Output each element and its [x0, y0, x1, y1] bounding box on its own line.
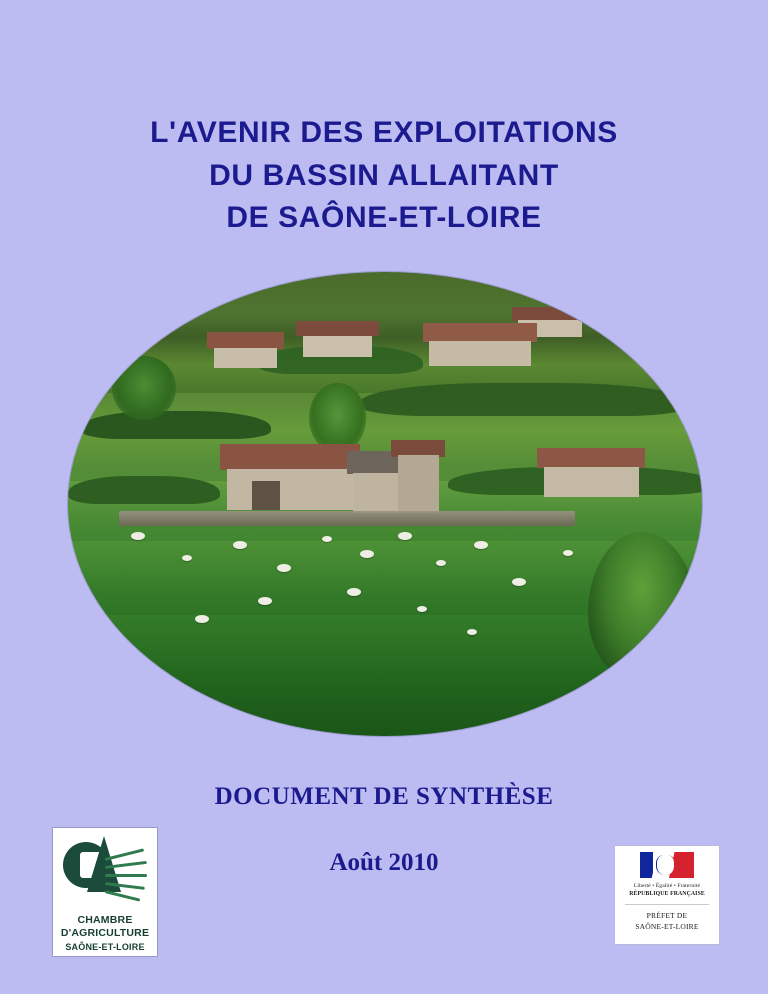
prefecture-label: [615, 911, 719, 933]
title-line-2: DU BASSIN ALLAITANT: [209, 158, 559, 192]
prefecture-logo: [614, 845, 720, 945]
village-building-roof: [296, 321, 378, 337]
wheat-blade: [105, 874, 147, 877]
wheat-blade: [105, 890, 141, 902]
chambre-agriculture-logo: [52, 827, 158, 957]
marianne-profile: [656, 855, 675, 875]
farm-barn-roof: [220, 444, 359, 470]
sheep: [474, 541, 488, 549]
prefet-line-2: SAÔNE-ET-LOIRE: [635, 921, 699, 931]
village-building-wall: [429, 341, 530, 366]
page-title: [0, 112, 768, 240]
farm-building-wall: [544, 467, 639, 497]
marianne-flag-icon: [615, 852, 719, 883]
farm-barn-wall: [227, 469, 354, 511]
republique-line: RÉPUBLIQUE FRANÇAISE: [629, 891, 705, 898]
sheep: [131, 532, 145, 540]
village-building-roof: [423, 323, 537, 342]
village-building-roof: [512, 307, 588, 321]
farm-barn-door: [252, 481, 281, 511]
sheep: [436, 560, 446, 566]
prefet-line-1: PRÉFET DE: [646, 911, 688, 920]
village-building-wall: [214, 348, 277, 367]
devise-line: Liberté • Égalité • Fraternité: [633, 883, 701, 889]
village-building-roof: [207, 332, 283, 349]
republique-devise: [615, 882, 719, 899]
title-line-1: L'AVENIR DES EXPLOITATIONS: [150, 116, 618, 149]
hedgerow: [360, 383, 690, 415]
farm-tower-wall: [398, 455, 439, 513]
tree: [112, 356, 175, 421]
document-subtitle: DOCUMENT DE SYNTHÈSE: [214, 783, 554, 810]
tree-trunk: [632, 652, 642, 698]
farm-building-roof: [537, 448, 645, 467]
divider: [625, 904, 709, 905]
title-line-3: DE SAÔNE-ET-LOIRE: [226, 201, 542, 235]
sheep: [417, 606, 427, 612]
stone-wall: [119, 511, 575, 526]
chambre-agriculture-label: [53, 914, 157, 953]
sheep: [347, 588, 361, 596]
tree: [309, 383, 366, 453]
hedgerow: [68, 476, 220, 504]
cover-photo-image: [68, 272, 702, 736]
sheep: [233, 541, 247, 549]
chambre-line-3: SAÔNE-ET-LOIRE: [65, 941, 145, 952]
hedgerow: [81, 411, 271, 439]
document-date: Août 2010: [329, 849, 439, 876]
village-building-wall: [303, 336, 373, 357]
chambre-agriculture-mark-icon: [61, 836, 149, 910]
chambre-line-2: D'AGRICULTURE: [60, 926, 150, 939]
sheep: [398, 532, 412, 540]
cover-photo: [68, 272, 702, 736]
chambre-line-1: CHAMBRE: [77, 914, 133, 926]
sheep: [258, 597, 272, 605]
french-flag-marianne: [640, 852, 694, 878]
